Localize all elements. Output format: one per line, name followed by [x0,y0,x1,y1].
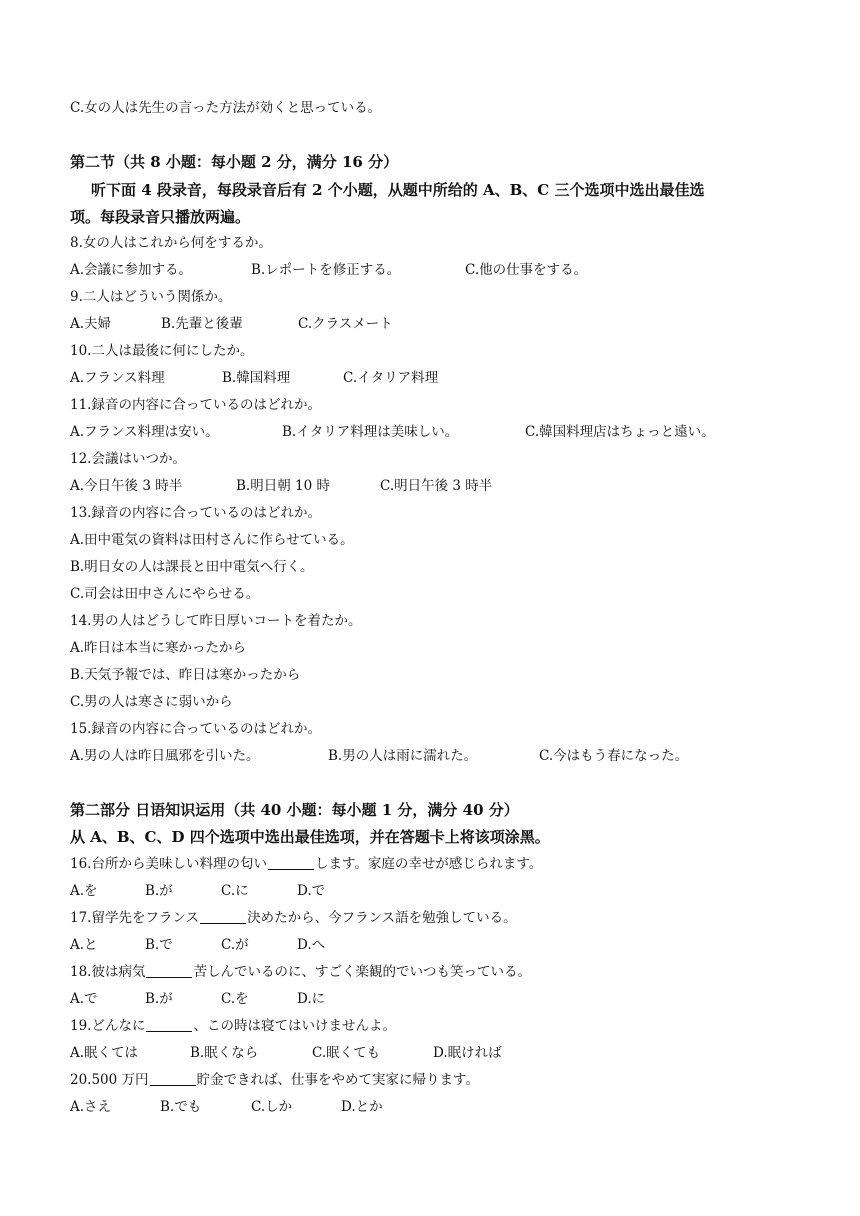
option: D.へ [297,937,326,953]
options-9 [70,314,393,334]
options-10 [70,368,438,388]
options-17 [70,935,325,955]
options-19 [70,1043,502,1063]
option: C.イタリア料理 [343,370,439,386]
option: A.今日午後 3 時半 [70,478,183,494]
options-20 [70,1097,383,1117]
question-19 [70,1016,396,1036]
question-14: 14.男の人はどうして昨日厚いコートを着たか。 [70,613,362,629]
question-text: 貯金できれば、仕事をやめて実家に帰ります。 [196,1072,479,1088]
section2-heading: 第二节（共 8 小题：每小题 2 分，满分 16 分） [70,153,399,171]
option: A.男の人は昨日風邪を引いた。 [70,748,260,764]
question-15: 15.録音の内容に合っているのはどれか。 [70,721,321,737]
option: A.夫婦 [70,316,112,332]
carryover-option: C.女の人は先生の言った方法が効くと思っている。 [70,100,382,116]
part2-heading: 第二部分 日语知识运用（共 40 小题：每小题 1 分，满分 40 分） [70,801,519,819]
option: B.男の人は雨に濡れた。 [328,748,478,764]
option: A.会議に参加する。 [70,262,193,278]
option: C.韓国料理店はちょっと遠い。 [525,424,715,440]
question-text: 20.500 万円 [70,1072,149,1088]
section2-instructions: 听下面 4 段录音，每段录音后有 2 个小题，从题中所给的 A、B、C 三个选项中选出最佳选 [91,181,705,199]
option: B.が [145,991,173,1007]
options-8 [70,260,587,280]
option: C.他の仕事をする。 [465,262,588,278]
options-16 [70,881,325,901]
options-18 [70,989,325,1009]
option: B.明日朝 10 時 [236,478,330,494]
option: C.明日午後 3 時半 [380,478,493,494]
answer-blank [150,1071,196,1086]
question-text: 苦しんでいるのに、すごく楽観的でいつも笑っている。 [193,964,531,980]
option: B.先輩と後輩 [161,316,243,332]
option: B.イタリア料理は美味しい。 [282,424,459,440]
option: D.に [297,991,326,1007]
option: A.と [70,937,98,953]
option: B.で [145,937,173,953]
option-13b: B.明日女の人は課長と田中電気へ行く。 [70,559,314,575]
options-11 [70,422,715,442]
options-15 [70,746,688,766]
option: A.眠くては [70,1045,139,1061]
option: D.眠ければ [433,1045,502,1061]
option: C.を [221,991,249,1007]
question-8: 8.女の人はこれから何をするか。 [70,235,272,251]
part2-instructions: 从 A、B、C、D 四个选项中选出最佳选项，并在答题卡上将该项涂黑。 [70,828,550,846]
question-text: 17.留学先をフランス [70,910,200,926]
question-16 [70,854,542,874]
question-text: 16.台所から美味しい料理の匂い [70,856,267,872]
question-11: 11.録音の内容に合っているのはどれか。 [70,397,321,413]
answer-blank [146,1017,192,1032]
option: C.クラスメート [298,316,393,332]
option: B.レポートを修正する。 [251,262,401,278]
option: C.に [221,883,249,899]
option: C.しか [251,1099,293,1115]
option: B.でも [160,1099,202,1115]
option: B.韓国料理 [222,370,291,386]
answer-blank [200,909,246,924]
question-text: します。家庭の幸せが感じられます。 [314,856,543,872]
question-13: 13.録音の内容に合っているのはどれか。 [70,505,321,521]
option: B.が [145,883,173,899]
option: A.フランス料理 [70,370,165,386]
options-12 [70,476,492,496]
option-14a: A.昨日は本当に寒かったから [70,640,247,656]
question-17 [70,908,517,928]
option: D.とか [341,1099,383,1115]
option: A.さえ [70,1099,112,1115]
question-text: 決めたから、今フランス語を勉強している。 [247,910,517,926]
option-13c: C.司会は田中さんにやらせる。 [70,586,260,602]
option: A.フランス料理は安い。 [70,424,219,440]
option: A.を [70,883,98,899]
question-9: 9.二人はどういう関係か。 [70,289,232,305]
question-text: 18.彼は病気 [70,964,146,980]
question-18 [70,962,531,982]
question-12: 12.会議はいつか。 [70,451,186,467]
option-14b: B.天気予報では、昨日は寒かったから [70,667,301,683]
question-10: 10.二人は最後に何にしたか。 [70,343,254,359]
option: B.眠くなら [190,1045,259,1061]
question-text: 、この時は寝てはいけませんよ。 [193,1018,396,1034]
option: C.が [221,937,249,953]
option: C.眠くても [312,1045,381,1061]
answer-blank [146,963,192,978]
section2-instructions-cont: 项。每段录音只播放两遍。 [70,208,251,226]
option: D.で [297,883,326,899]
question-text: 19.どんなに [70,1018,146,1034]
answer-blank [268,855,314,870]
option: A.で [70,991,98,1007]
option-13a: A.田中電気の資料は田村さんに作らせている。 [70,532,354,548]
question-20 [70,1070,479,1090]
option-14c: C.男の人は寒さに弱いから [70,694,233,710]
option: C.今はもう春になった。 [539,748,689,764]
